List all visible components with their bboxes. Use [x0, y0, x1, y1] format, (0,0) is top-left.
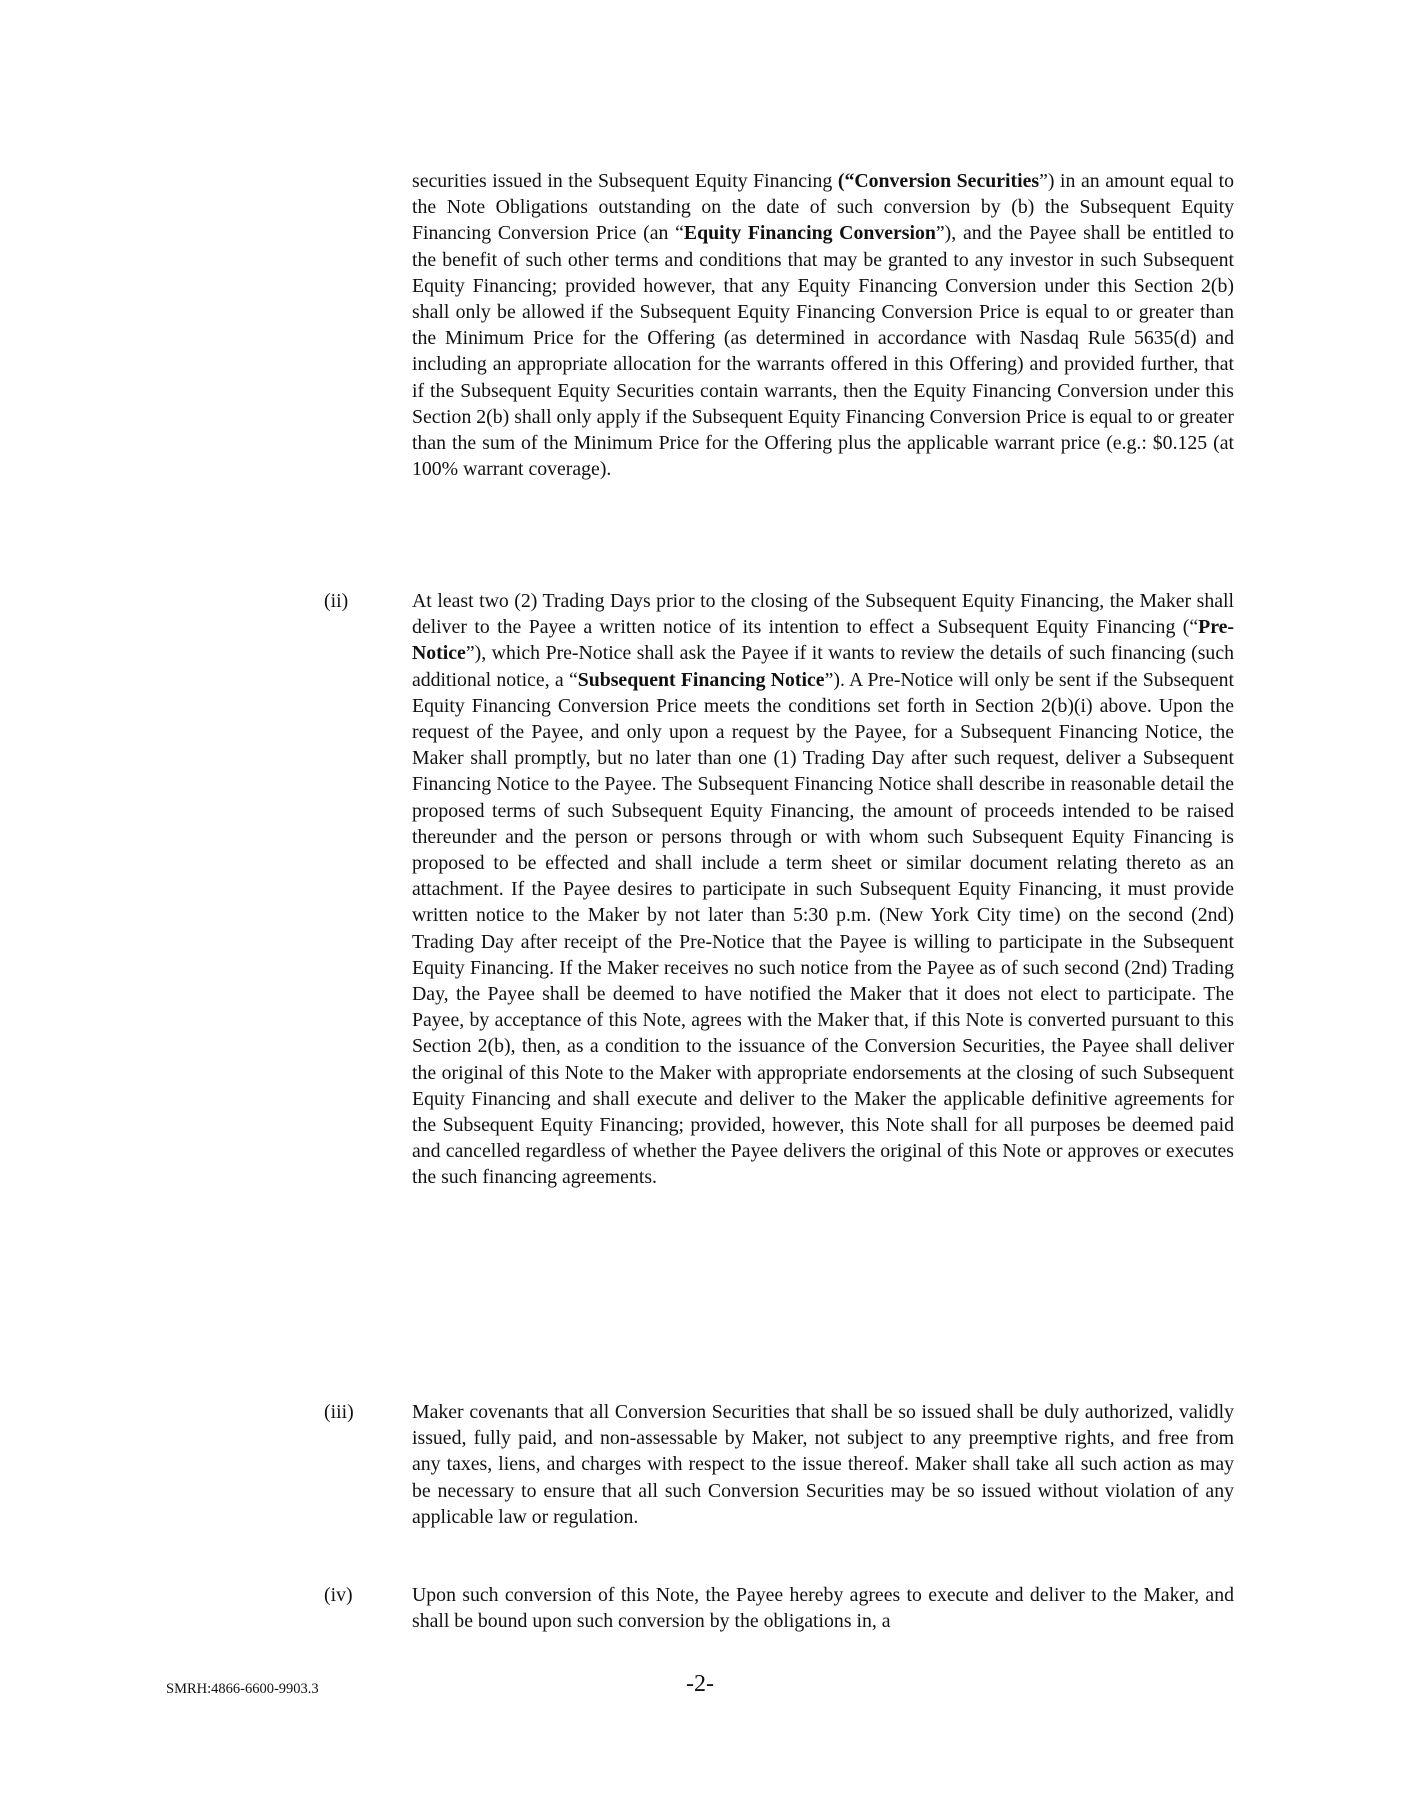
clause-ii-text-1: At least two (2) Trading Days prior to the closing of the Subsequent Equity Financing, the Maker shall deliver to the Payee a written notice of its intention to effect a Subsequent Equity Financing (“ [412, 590, 1234, 639]
defined-term-subsequent-financing-notice: Subsequent Financing Notice [577, 668, 825, 691]
clause-iii-number: (iii) [324, 1401, 354, 1423]
clause-iii [324, 1399, 1234, 1530]
clause-iii-paragraph: Maker covenants that all Conversion Securities that shall be so issued shall be duly authorized, validly issued, fully paid, and non-assessable by Maker, not subject to any preemptive rights, and free from any taxes, liens, and charges with respect to the issue thereof. Maker shall take all such action as may be necessary to ensure that all such Conversion Securities may be so issued without violation of any applicable law or regulation. [412, 1401, 1234, 1528]
continuation-text-2: ”) in an amount equal to the Note Obligations outstanding on the date of such conversion by (b) the Subsequent Equity Financing Conversion Price (an “ [412, 170, 1234, 245]
clause-ii [324, 588, 1234, 1191]
clause-iv-paragraph: Upon such conversion of this Note, the Payee hereby agrees to execute and deliver to the Maker, and shall be bound upon such conversion by the obligations in, a [412, 1584, 1234, 1633]
clause-ii-text-2: ”), which Pre-Notice shall ask the Payee if it wants to review the details of such financing (such additional notice, a “ [412, 642, 1234, 691]
defined-term-pre-notice: Pre-Notice [412, 616, 1234, 665]
continuation-paragraph-block [412, 168, 1234, 482]
defined-term-equity-financing-conversion: Equity Financing Conversion [683, 222, 936, 245]
clause-ii-number: (ii) [324, 590, 349, 612]
clause-ii-text-3: ”). A Pre-Notice will only be sent if the Subsequent Equity Financing Conversion Price meets the conditions set forth in Section 2(b)(i) above. Upon the request of the Payee, and only upon a request by the Payee, for a Subsequent Financing Notice, the Maker shall promptly, but no later than one (1) Trading Day after such request, deliver a Subsequent Financing Notice to the Payee. The Subsequent Financing Notice shall describe in reasonable detail the proposed terms of such Subsequent Equity Financing, the amount of proceeds intended to be raised thereunder and the person or persons through or with whom such Subsequent Equity Financing is proposed to be effected and shall include a term sheet or similar document relating thereto as an attachment. If the Payee desires to participate in such Subsequent Equity Financing, it must provide written notice to the Maker by not later than 5:30 p.m. (New York City time) on the second (2nd) Trading Day after receipt of the Pre-Notice that the Payee is willing to participate in the Subsequent Equity Financing. If the Maker receives no such notice from the Payee as of such second (2nd) Trading Day, the Payee shall be deemed to have notified the Maker that it does not elect to participate. The Payee, by acceptance of this Note, agrees with the Maker that, if this Note is converted pursuant to this Section 2(b), then, as a condition to the issuance of the Conversion Securities, the Payee shall deliver the original of this Note to the Maker with appropriate endorsements at the closing of such Subsequent Equity Financing and shall execute and deliver to the Maker the applicable definitive agreements for the Subsequent Equity Financing; provided, however, this Note shall for all purposes be deemed paid and cancelled regardless of whether the Payee delivers the original of this Note or approves or executes the such financing agreements. [412, 668, 1234, 1189]
clause-iv [324, 1582, 1234, 1634]
continuation-paragraph [412, 168, 1234, 482]
clause-ii-paragraph [412, 588, 1234, 1191]
footer-document-id: SMRH:4866-6600-9903.3 [166, 1681, 319, 1697]
continuation-text-3: ”), and the Payee shall be entitled to the benefit of such other terms and conditions that may be granted to any investor in such Subsequent Equity Financing; provided however, that any Equity Financing Conversion under this Section 2(b) shall only be allowed if the Subsequent Equity Financing Conversion Price is equal to or greater than the Minimum Price for the Offering (as determined in accordance with Nasdaq Rule 5635(d) and including an appropriate allocation for the warrants offered in this Offering) and provided further, that if the Subsequent Equity Securities contain warrants, then the Equity Financing Conversion under this Section 2(b) shall only apply if the Subsequent Equity Financing Conversion Price is equal to or greater than the sum of the Minimum Price for the Offering plus the applicable warrant price (e.g.: $0.125 (at 100% warrant coverage). [412, 222, 1234, 481]
page-number: -2- [686, 1671, 714, 1697]
continuation-text-1: securities issued in the Subsequent Equity Financing [412, 170, 838, 192]
clause-iv-number: (iv) [324, 1584, 353, 1606]
defined-term-conversion-securities: (“Conversion Securities [837, 170, 1040, 192]
